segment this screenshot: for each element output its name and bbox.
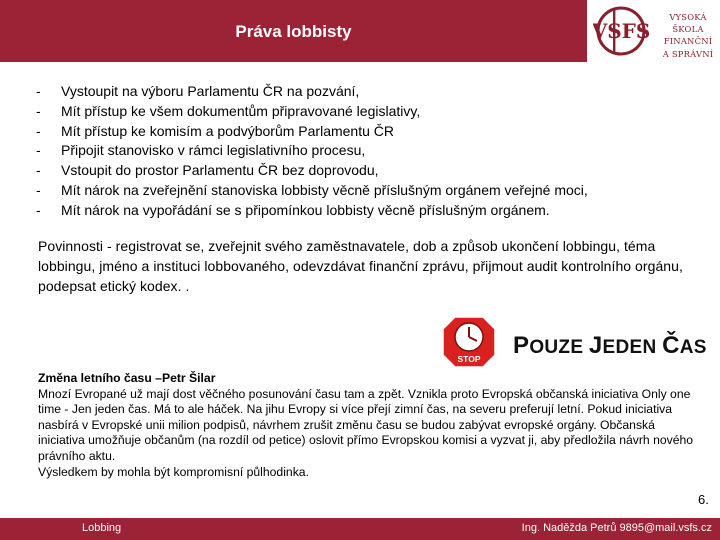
bullet-dash: - [36, 181, 41, 198]
vsfs-logo-mark [593, 4, 655, 58]
bullet-dash: - [36, 201, 41, 218]
footer-author: Ing. Naděžda Petrů 9895@mail.vsfs.cz [521, 522, 712, 534]
logo-school-name [658, 11, 718, 60]
bullet-dash: - [36, 102, 41, 119]
list-item-text: Vystoupit na výboru Parlamentu ČR na pozvání, [61, 83, 360, 99]
pouze-jeden-cas-image [443, 316, 707, 368]
bullet-dash: - [36, 83, 41, 99]
bullet-dash: - [36, 162, 41, 179]
bullet-dash: - [36, 142, 41, 159]
footer-topic: Lobbing [82, 522, 122, 534]
list-item-text: Vstoupit do prostor Parlamentu ČR bez doprovodu, [61, 162, 379, 179]
article [38, 371, 698, 480]
logo-mark-text: VSFS [593, 19, 651, 43]
footer-bar [0, 518, 720, 540]
pouze-jeden-cas-text: POUZE JEDEN ČAS [513, 332, 707, 359]
bullet-dash: - [36, 122, 41, 139]
slide-title: Práva lobbisty [235, 22, 352, 41]
duties-paragraph: Povinnosti - registrovat se, zveřejnit svého zaměstnavatele, dob a způsob ukončení lobbingu, téma lobbingu, jméno a instituci lobbovaného, odevzdávat finanční zprávu, přijmout audit kontrolního orgánu, podepsat etický kodex. . [38, 238, 683, 294]
slide-number: 6. [698, 492, 709, 507]
stop-label: STOP [457, 354, 481, 364]
list-item-text: Mít přístup ke všem dokumentům připravované legislativy, [61, 102, 421, 119]
logo-line: FINANČNÍ [663, 36, 713, 47]
vsfs-logo [593, 4, 717, 58]
list-item-text: Připojit stanovisko v rámci legislativního procesu, [61, 142, 366, 159]
article-body: Mnozí Evropané už mají dost věčného posunování času tam a zpět. Vznikla proto Evropská občanská iniciativa Only one time - Jen jeden čas. Má to ale háček. Na jihu Evropy si více přejí zimní čas, na severu preferují letní. Pokud iniciativa nasbírá v Evropské unii milion podpisů, návrhem zrušit změnu času se budou zabývat evropské orgány. Občanská iniciativa umožňuje občanům (na rozdíl od petice) oslovit přímo Evropskou komisi a vyzvat ji, aby předložila návrh nového právního aktu. [38, 386, 694, 463]
article-heading: Změna letního času –Petr Šilar [38, 371, 216, 385]
list-item-text: Mít přístup ke komisím a podvýborům Parlamentu ČR [61, 122, 395, 139]
list-item-text: Mít nárok na zveřejnění stanoviska lobbisty věcně příslušným orgánem veřejné moci, [61, 181, 588, 198]
list-item-text: Mít nárok na vypořádání se s připomínkou lobbisty věcně příslušným orgánem. [61, 201, 550, 218]
article-conclusion: Výsledkem by mohla být kompromisní půlhodinka. [38, 464, 309, 479]
stop-clock-icon [443, 316, 505, 368]
logo-line: VYSOKÁ ŠKOLA [669, 12, 707, 35]
logo-line: A SPRÁVNÍ [662, 48, 714, 59]
